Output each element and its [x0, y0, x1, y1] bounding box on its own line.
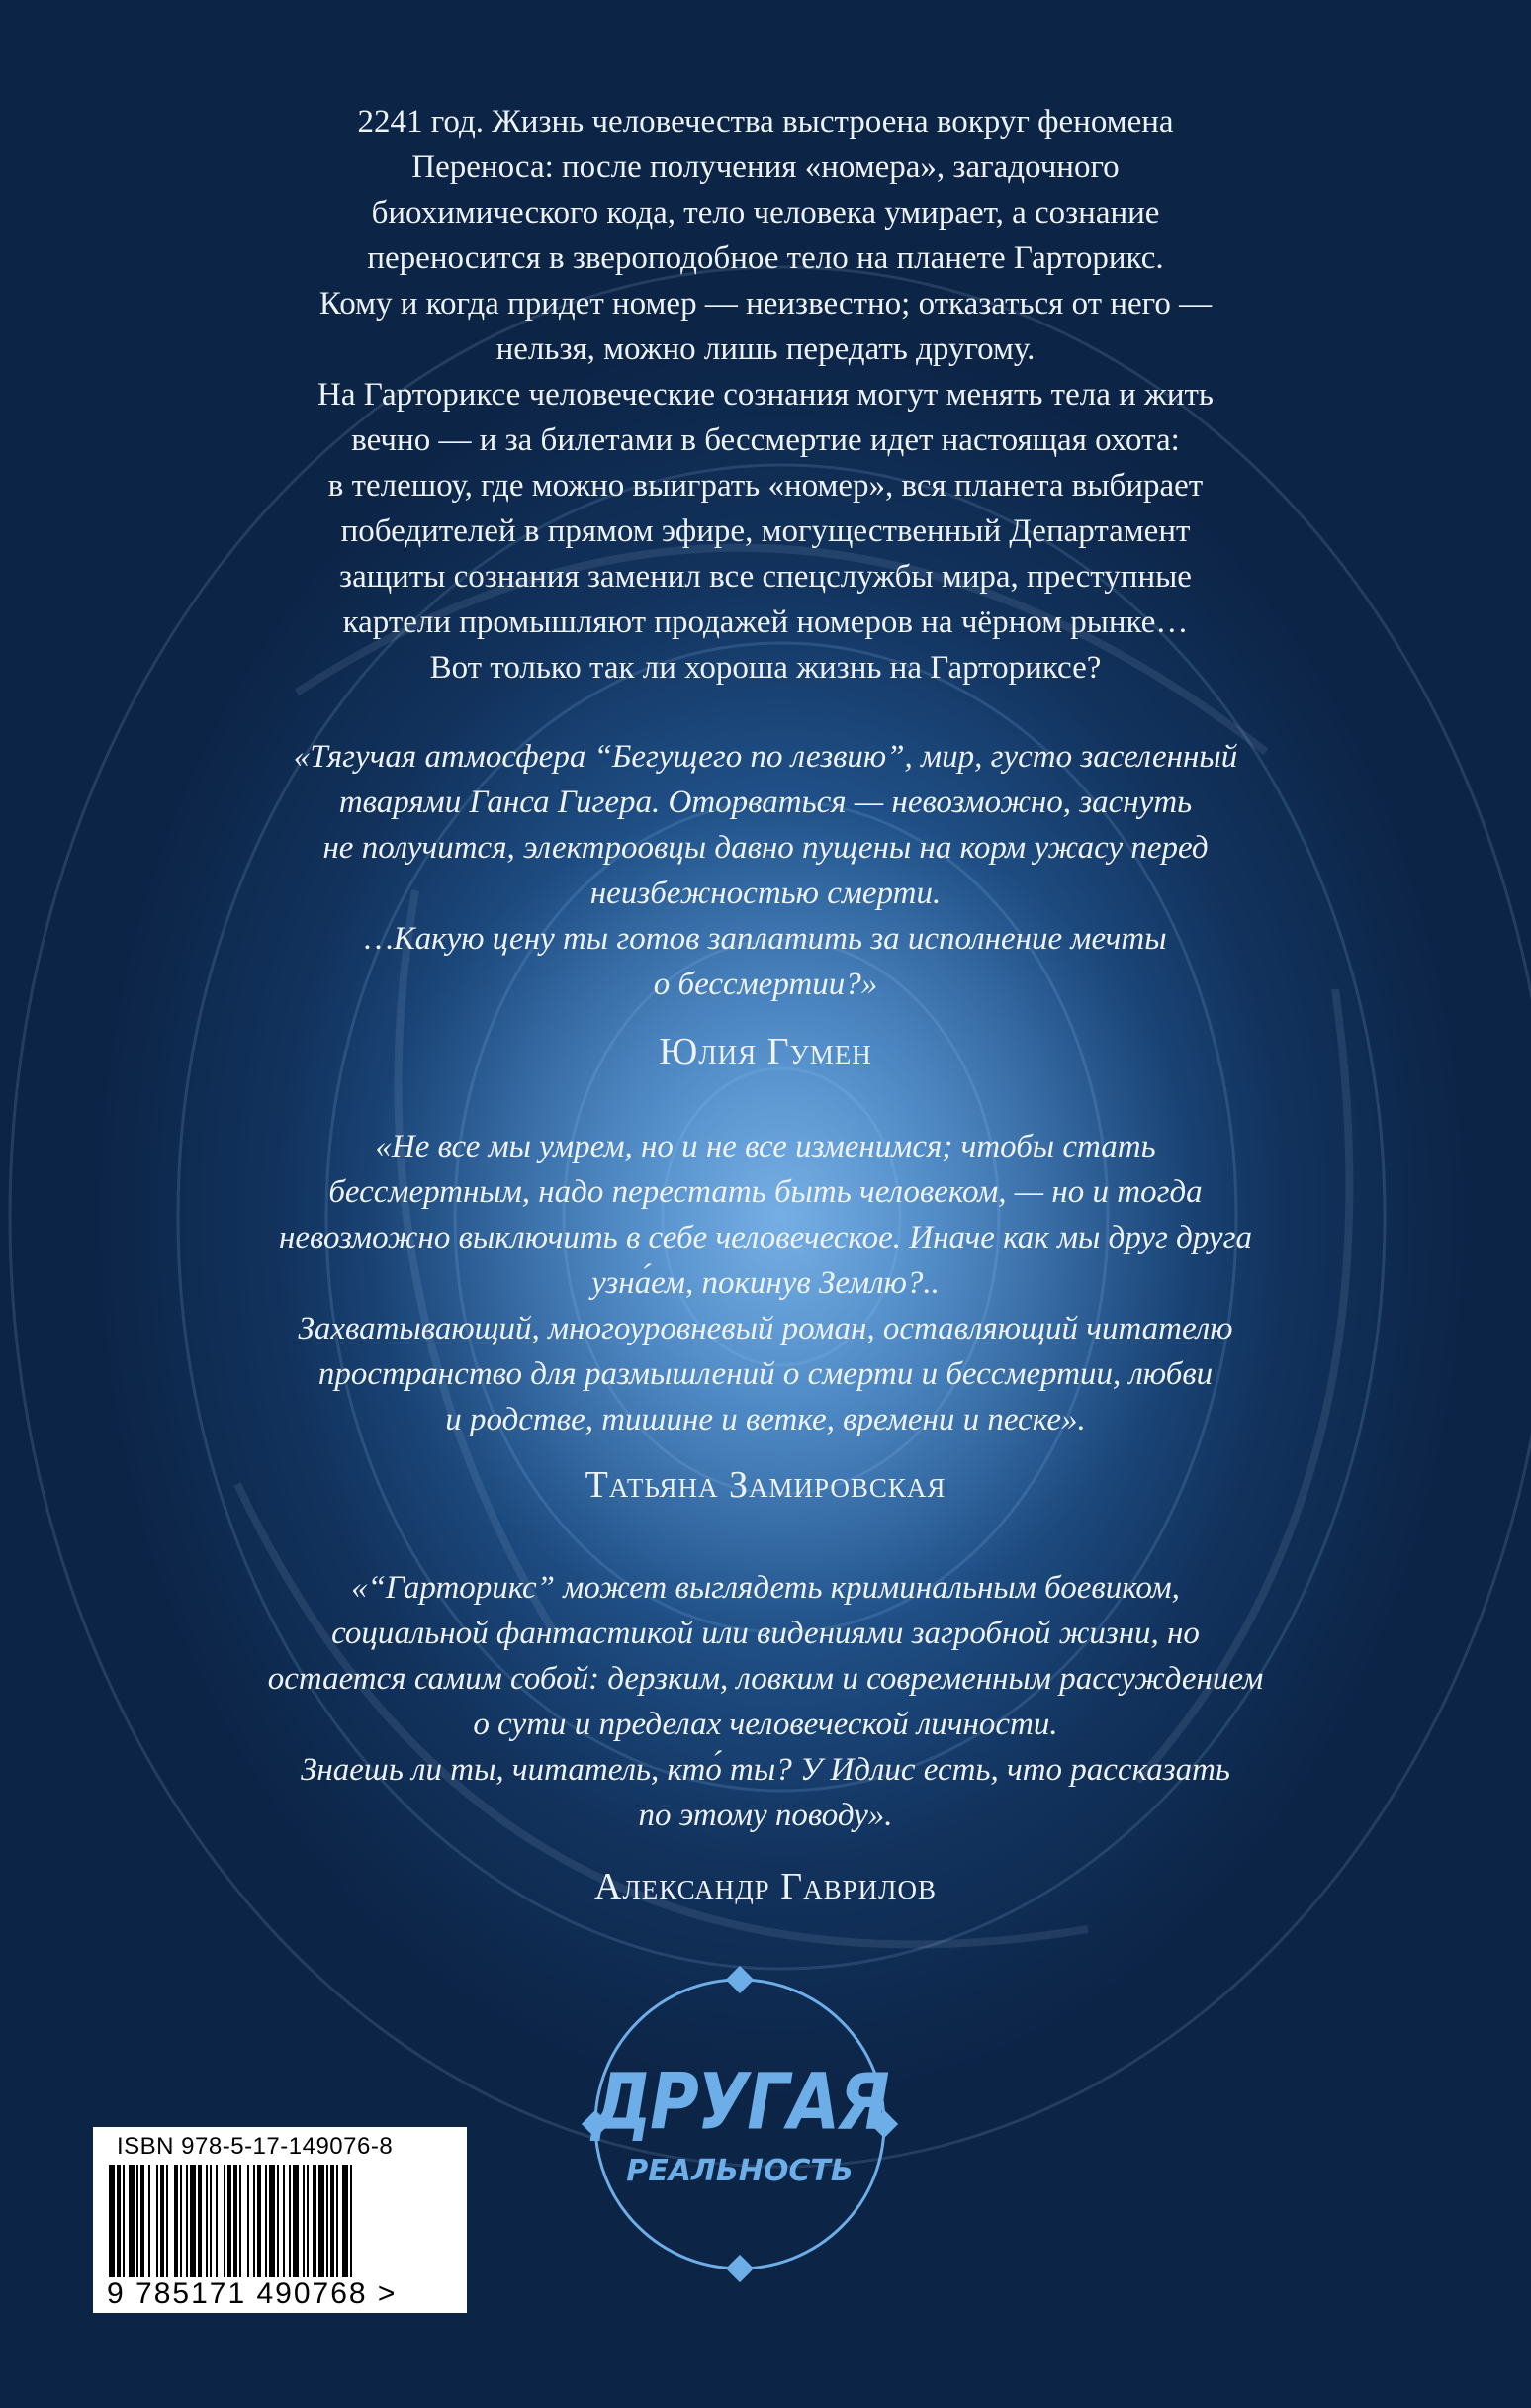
blurb-line: картели промышляют продажей номеров на чёрном рынке…: [342, 604, 1189, 640]
review-line: пространство для размышлений о смерти и бессмертии, любви: [317, 1356, 1214, 1392]
review-author-2: Татьяна Замировская: [585, 1464, 946, 1506]
isbn-label: ISBN 978-5-17-149076-8: [117, 2133, 394, 2160]
review-line: Захватывающий, многоуровневый роман, оставляющий читателю: [298, 1311, 1233, 1346]
review-line: социальной фантастикой или видениями загробной жизни, но: [331, 1616, 1200, 1651]
isbn-barcode-block: [93, 2127, 467, 2313]
blurb-line: в телешоу, где можно выиграть «номер», вся планета выбирает: [327, 468, 1204, 504]
review-line: Знаешь ли ты, читатель, кто́ ты? У Идлис есть, что рассказать: [301, 1752, 1230, 1788]
blurb-line: вечно — и за билетами в бессмертие идет настоящая охота:: [351, 422, 1180, 458]
review-line: бессмертным, надо перестать быть человеком, — но и тогда: [328, 1174, 1203, 1210]
review-line: «“Гарторикс” может выглядеть криминальным боевиком,: [351, 1570, 1180, 1606]
review-line: и родстве, тишине и ветке, времени и песке».: [445, 1402, 1086, 1437]
review-line: «Тягучая атмосфера “Бегущего по лезвию”, мир, густо заселенный: [293, 739, 1238, 775]
review-line: о сути и пределах человеческой личности.: [473, 1707, 1058, 1742]
blurb-line: Кому и когда придет номер — неизвестно; отказаться от него —: [318, 286, 1213, 322]
logo-text-line2: РЕАЛЬНОСТЬ: [626, 2154, 854, 2188]
isbn-digits: 9 785171 490768 >: [107, 2277, 398, 2310]
blurb-line: переносится в звероподобное тело на планете Гарторикс.: [367, 240, 1164, 276]
review-line: не получится, электроовцы давно пущены на корм ужасу перед: [322, 830, 1209, 866]
blurb-line: победителей в прямом эфире, могущественный Департамент: [340, 513, 1191, 549]
review-line: узна́ем, покинув Землю?..: [591, 1265, 940, 1301]
review-line: невозможно выключить в себе человеческое. Иначе как мы друг друга: [279, 1220, 1252, 1255]
review-line: по этому поводу».: [638, 1798, 893, 1833]
review-author-1: Юлия Гумен: [659, 1031, 872, 1072]
review-quote-1: [119, 734, 1412, 1007]
review-line: «Не все мы умрем, но и не все изменимся; чтобы стать: [375, 1129, 1156, 1164]
review-line: …Какую цену ты готов заплатить за исполнение мечты: [364, 921, 1167, 957]
publisher-logo: [582, 1966, 898, 2282]
blurb-line: защиты сознания заменил все спецслужбы мира, преступные: [339, 559, 1192, 595]
review-line: остается самим собой: дерзким, ловким и современным рассуждением: [267, 1661, 1264, 1697]
review-quote-3: [119, 1565, 1412, 1838]
review-line: о бессмертии?»: [653, 967, 878, 1002]
blurb-line: нельзя, можно лишь передать другому.: [495, 331, 1036, 367]
blurb-line: биохимического кода, тело человека умирает, а сознание: [371, 195, 1160, 231]
review-line: неизбежностью смерти.: [589, 876, 942, 911]
book-blurb: [119, 99, 1412, 691]
blurb-line: Переноса: после получения «номера», загадочного: [411, 149, 1120, 185]
blurb-line: Вот только так ли хороша жизнь на Гарториксе?: [429, 650, 1102, 686]
logo-text-line1: ДРУГАЯ: [591, 2058, 888, 2148]
barcode-icon: [109, 2165, 451, 2277]
review-author-3: Александр Гаврилов: [594, 1866, 937, 1907]
review-quote-2: [119, 1124, 1412, 1442]
blurb-line: 2241 год. Жизнь человечества выстроена вокруг феномена: [357, 104, 1174, 139]
blurb-line: На Гарториксе человеческие сознания могут менять тела и жить: [317, 377, 1214, 413]
review-line: тварями Ганса Гигера. Оторваться — невозможно, заснуть: [338, 785, 1193, 820]
